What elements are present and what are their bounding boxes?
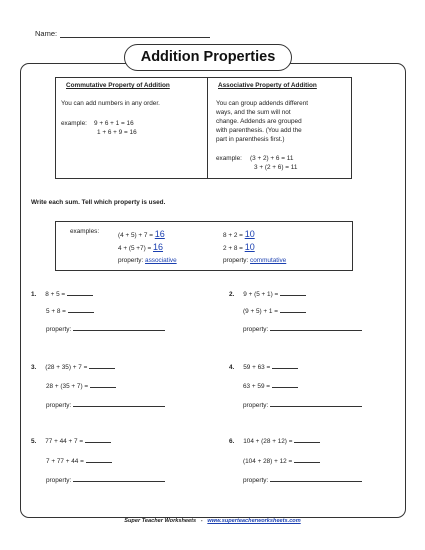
example-right-property-line: [223, 257, 286, 265]
associative-text-2: ways, and the sum will not: [216, 109, 291, 116]
problem-5-answer-1[interactable]: [85, 437, 111, 443]
example-left-line-2: [118, 242, 163, 253]
problem-5-eq1: 77 + 44 + 7 =: [45, 438, 84, 445]
associative-example-1: (3 + 2) + 6 = 11: [250, 155, 294, 162]
problem-1-property-answer[interactable]: [73, 325, 165, 331]
name-field[interactable]: [60, 37, 210, 38]
example-left-eq2: 4 + (5 +7) =: [118, 245, 152, 252]
example-right-line-2: [223, 242, 255, 253]
example-right-property: commutative: [250, 257, 287, 264]
problem-5-eq2: 7 + 77 + 44 =: [46, 458, 84, 465]
problem-1-property-label: property:: [46, 326, 72, 333]
associative-text-1: You can group addends different: [216, 100, 309, 107]
problem-2-property-answer[interactable]: [270, 325, 362, 331]
problem-3-answer-2[interactable]: [90, 382, 116, 388]
problem-3-eq2: 28 + (35 + 7) =: [46, 383, 89, 390]
problem-6-answer-2[interactable]: [294, 457, 320, 463]
associative-text-5: part in parenthesis first.): [216, 136, 285, 143]
example-right-eq2: 2 + 8 =: [223, 245, 243, 252]
problem-1-property-line: [46, 325, 165, 334]
problem-3-line-2: [46, 382, 116, 391]
problem-3-property-label: property:: [46, 402, 72, 409]
problem-1-line-1: [31, 290, 93, 299]
problem-6-property-label: property:: [243, 477, 269, 484]
page-title: Addition Properties: [124, 44, 292, 71]
example-right-ans1: 10: [244, 229, 255, 239]
problem-4-eq2: 63 + 59 =: [243, 383, 271, 390]
associative-heading: Associative Property of Addition: [218, 82, 317, 89]
example-right-property-label: property:: [223, 257, 249, 264]
problem-2-number: 2.: [229, 291, 235, 298]
problem-3-number: 3.: [31, 364, 37, 371]
example-left-property-line: [118, 257, 177, 265]
problem-2-eq1: 9 + (5 + 1) =: [243, 291, 279, 298]
problem-4-line-2: [243, 382, 298, 391]
problem-5-number: 5.: [31, 438, 37, 445]
name-label: Name:: [35, 29, 58, 38]
examples-label: examples:: [70, 228, 100, 235]
example-left-eq1: (4 + 5) + 7 =: [118, 232, 153, 239]
problem-4-eq1: 59 + 63 =: [243, 364, 271, 371]
problem-6-property-line: [243, 476, 362, 485]
instructions: Write each sum. Tell which property is used.: [31, 199, 166, 206]
problem-5-property-answer[interactable]: [73, 476, 165, 482]
problem-6-eq2: (104 + 28) + 12 =: [243, 458, 293, 465]
problem-4-answer-2[interactable]: [272, 382, 298, 388]
commutative-example-label: example:: [61, 120, 87, 127]
example-left-ans1: 16: [154, 229, 165, 239]
definitions-divider: [207, 77, 208, 179]
problem-5-line-1: [31, 437, 111, 446]
problem-3-property-line: [46, 401, 165, 410]
problem-1-number: 1.: [31, 291, 37, 298]
problem-1-answer-1[interactable]: [67, 290, 93, 296]
example-left-line-1: [118, 229, 165, 240]
example-left-property: associative: [145, 257, 177, 264]
example-right-eq1: 8 + 2 =: [223, 232, 243, 239]
problem-6-property-answer[interactable]: [270, 476, 362, 482]
associative-text-3: change. Addends are grouped: [216, 118, 302, 125]
footer-url-link[interactable]: www.superteacherworksheets.com: [207, 518, 301, 524]
definitions-box: [55, 77, 352, 179]
associative-example-label: example:: [216, 155, 242, 162]
problem-4-line-1: [229, 363, 298, 372]
problem-6-number: 6.: [229, 438, 235, 445]
problem-2-line-1: [229, 290, 306, 299]
problem-1-eq2: 5 + 8 =: [46, 308, 66, 315]
problem-4-property-line: [243, 401, 362, 410]
examples-box: [55, 221, 353, 271]
example-left-ans2: 16: [153, 242, 164, 252]
problem-3-eq1: (28 + 35) + 7 =: [45, 364, 88, 371]
example-right-ans2: 10: [244, 242, 255, 252]
footer: [0, 518, 425, 524]
problem-3-line-1: [31, 363, 115, 372]
problem-5-line-2: [46, 457, 112, 466]
problem-5-property-line: [46, 476, 165, 485]
commutative-example-2: 1 + 6 + 9 = 16: [97, 129, 137, 136]
problem-4-answer-1[interactable]: [272, 363, 298, 369]
problem-5-property-label: property:: [46, 477, 72, 484]
problem-2-answer-2[interactable]: [280, 307, 306, 313]
problem-6-eq1: 104 + (28 + 12) =: [243, 438, 293, 445]
problem-2-eq2: (9 + 5) + 1 =: [243, 308, 278, 315]
commutative-heading: Commutative Property of Addition: [66, 82, 170, 89]
problem-6-line-1: [229, 437, 320, 446]
commutative-text: You can add numbers in any order.: [61, 100, 160, 107]
problem-2-property-line: [243, 325, 362, 334]
problem-3-property-answer[interactable]: [73, 401, 165, 407]
associative-example-2: 3 + (2 + 6) = 11: [254, 164, 298, 171]
problem-2-answer-1[interactable]: [280, 290, 306, 296]
problem-4-number: 4.: [229, 364, 235, 371]
example-right-line-1: [223, 229, 255, 240]
problem-4-property-answer[interactable]: [270, 401, 362, 407]
commutative-example-1: 9 + 6 + 1 = 16: [94, 120, 134, 127]
example-left-property-label: property:: [118, 257, 144, 264]
problem-1-answer-2[interactable]: [68, 307, 94, 313]
problem-1-line-2: [46, 307, 94, 316]
associative-text-4: with parenthesis. (You add the: [216, 127, 302, 134]
problem-2-property-label: property:: [243, 326, 269, 333]
problem-1-eq1: 8 + 5 =: [45, 291, 66, 298]
problem-6-answer-1[interactable]: [294, 437, 320, 443]
problem-6-line-2: [243, 457, 320, 466]
problem-3-answer-1[interactable]: [89, 363, 115, 369]
footer-separator: -: [200, 518, 203, 524]
problem-5-answer-2[interactable]: [86, 457, 112, 463]
problem-2-line-2: [243, 307, 306, 316]
footer-brand: Super Teacher Worksheets: [124, 518, 197, 524]
problem-4-property-label: property:: [243, 402, 269, 409]
